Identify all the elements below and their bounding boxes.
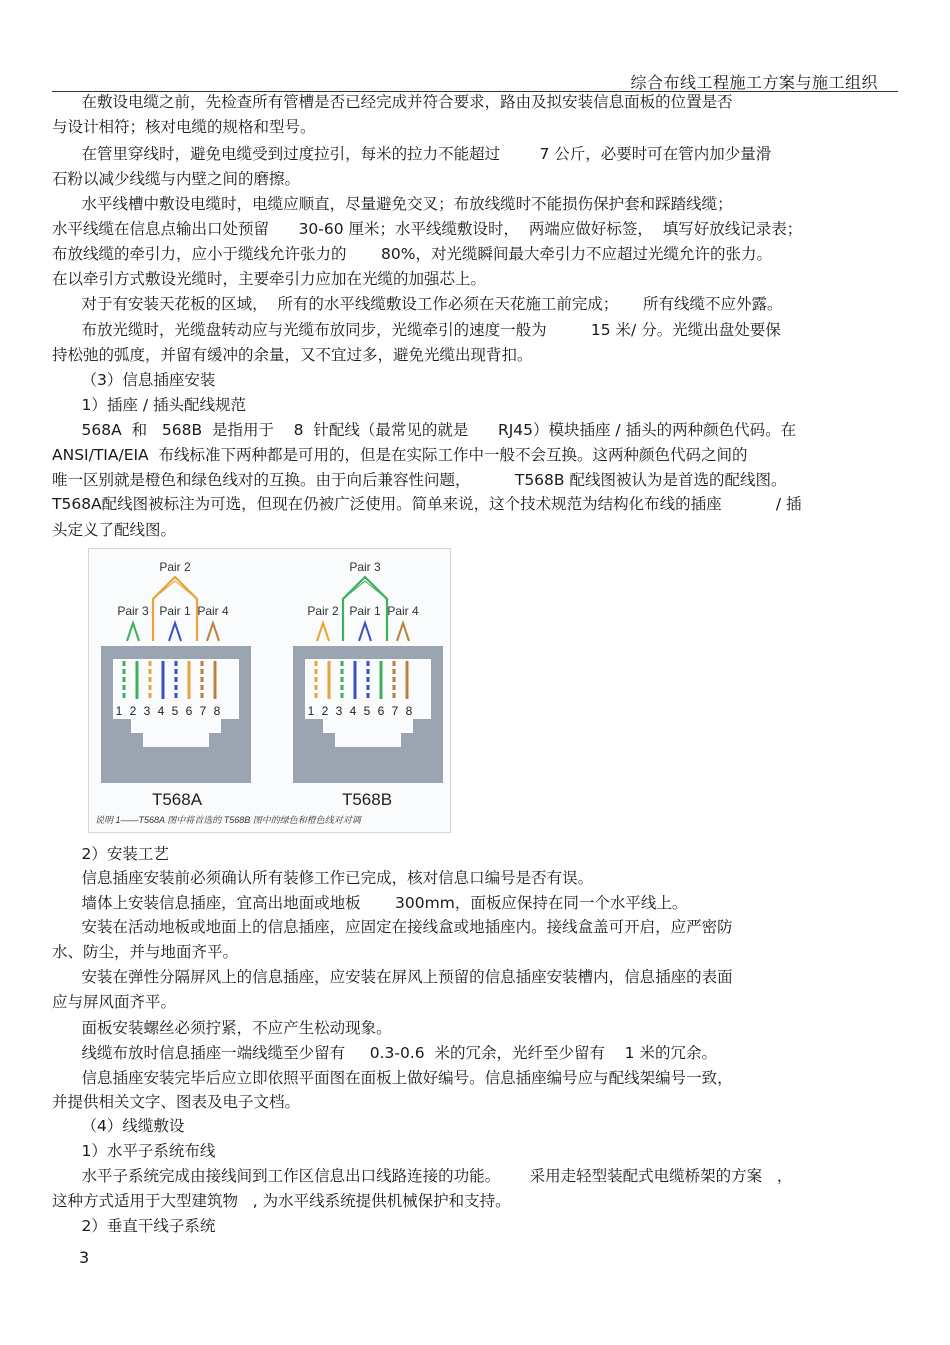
text-line: 水平线缆在信息点输出口处预留 30-60 厘米；水平线缆敷设时， 两端应做好标签， 填写好放线记录表； bbox=[52, 220, 803, 238]
top-pair-label: Pair 2 bbox=[159, 560, 191, 574]
pin-stripes bbox=[316, 661, 407, 699]
figure-caption: 说明 1——T568A 图中将首选的 T568B 图中的绿色和橙色线对对调 bbox=[95, 815, 361, 825]
subsection-heading: 2）安装工艺 bbox=[52, 845, 169, 863]
side-pair-label: Pair 2 bbox=[307, 604, 339, 618]
text-line: 568A 和 568B 是指用于 8 针配线（最常见的就是 RJ45）模块插座 / 插头的两种颜色代码。在 bbox=[52, 421, 797, 439]
subsection-heading: 1）插座 / 插头配线规范 bbox=[52, 396, 247, 414]
pin-numbers: 1 2 3 4 5 6 7 8 bbox=[307, 704, 415, 718]
pair-wave bbox=[169, 623, 181, 641]
side-pair-label: Pair 1 bbox=[159, 604, 191, 618]
text-line: 在管里穿线时，避免电缆受到过度拉引，每米的拉力不能超过 7 公斤，必要时可在管内加少量滑 bbox=[52, 145, 772, 163]
pair-arc bbox=[153, 581, 197, 599]
text-line: 布放线缆的牵引力，应小于缆线允许张力的 80%，对光缆瞬间最大牵引力不应超过光缆允许的张力。 bbox=[52, 245, 772, 263]
text-line: 水平子系统完成由接线间到工作区信息出口线路连接的功能。 采用走轻型装配式电缆桥架的方案 ， bbox=[52, 1167, 793, 1185]
text-line: 水、防尘，并与地面齐平。 bbox=[52, 943, 239, 961]
text-line: 水平线槽中敷设电缆时，电缆应顺直，尽量避免交叉；布放线缆时不能损伤保护套和踩踏线缆； bbox=[52, 195, 733, 213]
subsection-heading: 1）水平子系统布线 bbox=[52, 1142, 216, 1160]
subsection-heading: 2）垂直干线子系统 bbox=[52, 1217, 216, 1235]
pin-numbers: 1 2 3 4 5 6 7 8 bbox=[115, 704, 223, 718]
pair-arc bbox=[343, 581, 387, 599]
jack-t568a bbox=[101, 560, 251, 809]
text-line: 在敷设电缆之前，先检查所有管槽是否已经完成并符合要求，路由及拟安装信息面板的位置是否 bbox=[52, 93, 733, 111]
text-line: 石粉以减少线缆与内壁之间的磨擦。 bbox=[52, 170, 301, 188]
side-pair-label: Pair 4 bbox=[387, 604, 419, 618]
text-line: 在以牵引方式敷设光缆时，主要牵引力应加在光缆的加强芯上。 bbox=[52, 270, 487, 288]
text-line: 安装在活动地板或地面上的信息插座，应固定在接线盒或地插座内。接线盒盖可开启，应严密防 bbox=[52, 918, 733, 936]
pair-wave bbox=[397, 623, 409, 641]
text-line: 安装在弹性分隔屏风上的信息插座，应安装在屏风上预留的信息插座安装槽内，信息插座的表面 bbox=[52, 968, 733, 986]
rj45-wiring-figure bbox=[88, 548, 451, 833]
pin-stripes bbox=[124, 661, 215, 699]
section-heading: （4）线缆敷设 bbox=[52, 1117, 185, 1135]
text-line: 信息插座安装完毕后应立即依照平面图在面板上做好编号。信息插座编号应与配线架编号一致， bbox=[52, 1069, 733, 1087]
page-number: 3 bbox=[79, 1248, 90, 1267]
text-line: 信息插座安装前必须确认所有装修工作已完成，核对信息口编号是否有误。 bbox=[52, 869, 594, 887]
pair-wave bbox=[127, 623, 139, 641]
text-line: 这种方式适用于大型建筑物 , 为水平线系统提供机械保护和支持。 bbox=[52, 1192, 511, 1210]
text-line: 头定义了配线图。 bbox=[52, 521, 177, 539]
top-pair-label: Pair 3 bbox=[349, 560, 381, 574]
text-line: ANSI/TIA/EIA 布线标准下两种都是可用的，但是在实际工作中一般不会互换。这两种颜色代码之间的 bbox=[52, 446, 748, 464]
text-line: 对于有安装天花板的区域， 所有的水平线缆敷设工作必须在天花施工前完成； 所有线缆不应外露。 bbox=[52, 295, 783, 313]
text-line: 与设计相符；核对电缆的规格和型号。 bbox=[52, 118, 316, 136]
side-pair-label: Pair 3 bbox=[117, 604, 149, 618]
text-line: T568A配线图被标注为可选，但现在仍被广泛使用。简单来说，这个技术规范为结构化布线的插座 / 插 bbox=[52, 495, 802, 513]
pair-wave bbox=[317, 623, 329, 641]
text-line: 持松弛的弧度，并留有缓冲的余量，又不宜过多，避免光缆出现背扣。 bbox=[52, 346, 533, 364]
text-line: 并提供相关文字、图表及电子文档。 bbox=[52, 1093, 301, 1111]
text-line: 唯一区别就是橙色和绿色线对的互换。由于向后兼容性问题， T568B 配线图被认为是首选的配线图。 bbox=[52, 471, 787, 489]
pair-wave bbox=[359, 623, 371, 641]
jack-name: T568B bbox=[341, 790, 393, 809]
text-line: 布放光缆时，光缆盘转动应与光缆布放同步，光缆牵引的速度一般为 15 米/ 分。光缆出盘处要保 bbox=[52, 321, 781, 339]
section-heading: （3）信息插座安装 bbox=[52, 371, 216, 389]
pair-wave bbox=[207, 623, 219, 641]
side-pair-label: Pair 4 bbox=[197, 604, 229, 618]
jack-t568b bbox=[293, 560, 443, 809]
text-line: 墙体上安装信息插座，宜高出地面或地板 300mm，面板应保持在同一个水平线上。 bbox=[52, 894, 688, 912]
side-pair-label: Pair 1 bbox=[349, 604, 381, 618]
jack-name: T568A bbox=[151, 790, 203, 809]
text-line: 应与屏风面齐平。 bbox=[52, 993, 177, 1011]
text-line: 面板安装螺丝必须拧紧，不应产生松动现象。 bbox=[52, 1019, 392, 1037]
text-line: 线缆布放时信息插座一端线缆至少留有 0.3-0.6 米的冗余，光纤至少留有 1 米的冗余。 bbox=[52, 1044, 717, 1062]
header-title: 综合布线工程施工方案与施工组织 bbox=[630, 73, 878, 92]
